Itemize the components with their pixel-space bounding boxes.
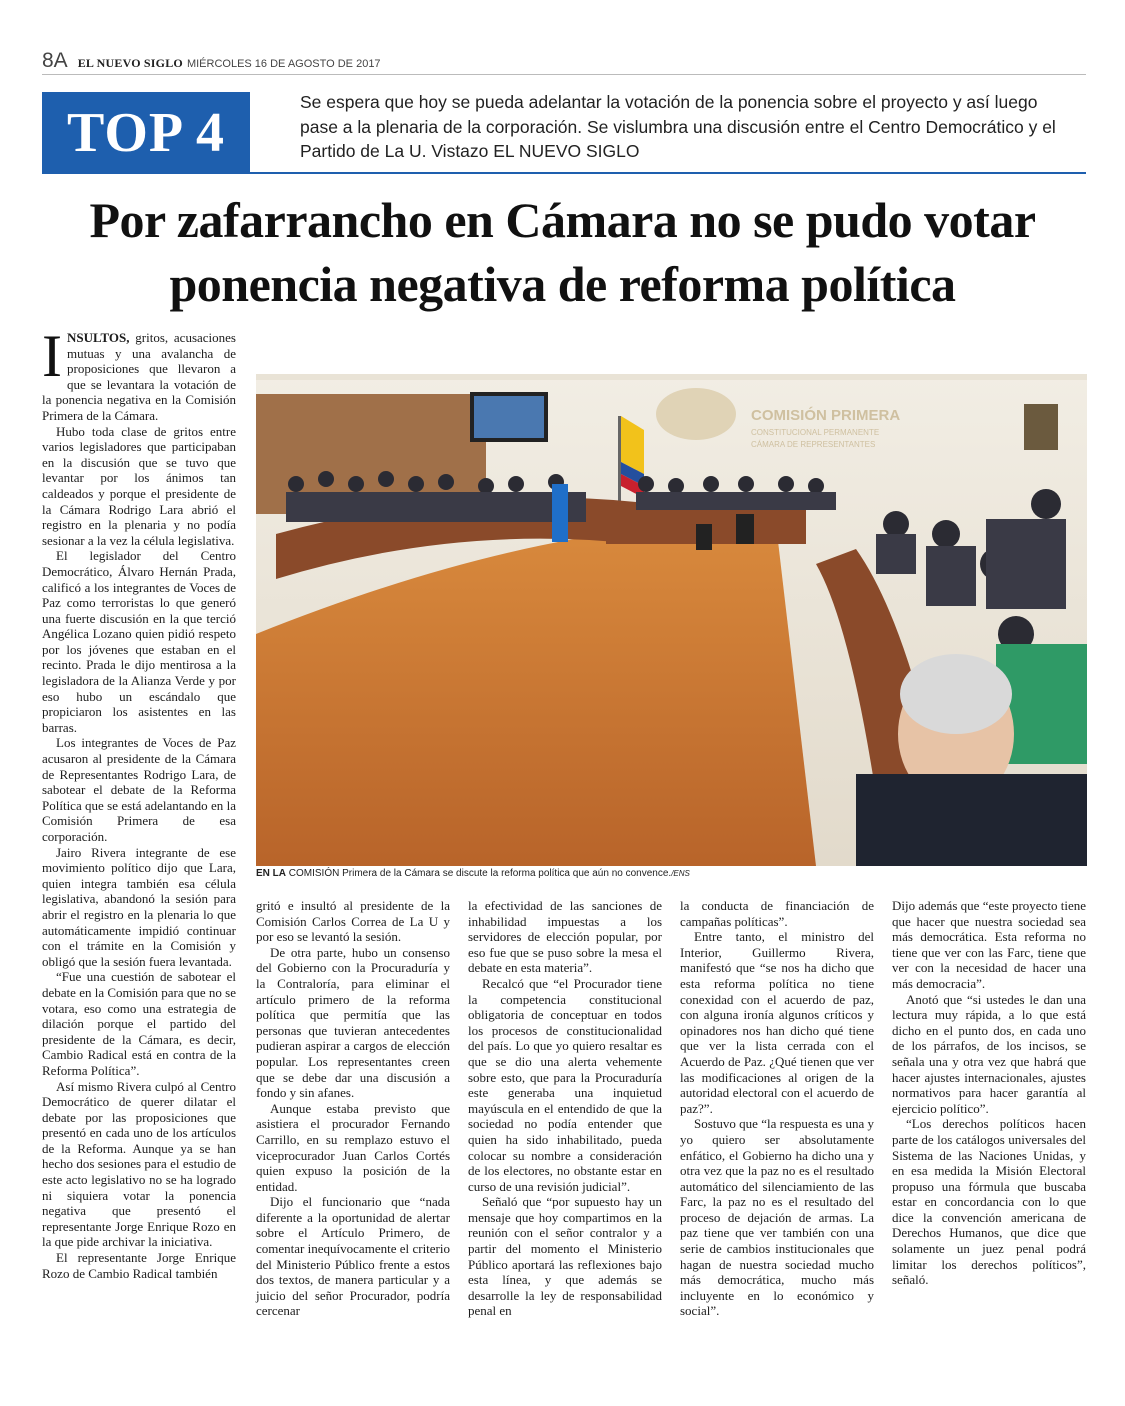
wall-sign-subtitle: CONSTITUCIONAL PERMANENTE bbox=[751, 428, 880, 437]
page-folio bbox=[42, 49, 381, 71]
article-photo bbox=[256, 334, 1087, 866]
paragraph: Dijo además que “este proyecto tiene que hacer que nuestra sociedad sea más democrática. Esta reforma no tiene que ver con las Farc, tiene que ver con la necesidad de hacer una más democracia”. bbox=[892, 898, 1086, 991]
wall-sign-chamber: CÁMARA DE REPRESENTANTES bbox=[751, 440, 876, 449]
paragraph bbox=[42, 323, 236, 424]
article-headline: Por zafarrancho en Cámara no se pudo votar ponencia negativa de reforma política bbox=[89, 192, 1036, 312]
article-column-1 bbox=[42, 323, 236, 1281]
paragraph: Jairo Rivera integrante de ese movimiento político dijo que Lara, quien integra también esa célula legislativa, abandonó la sesión para abrir el registro en la plenaria lo que automáticamente impidió continuar con el trámite en la Comisión y obligó que la sesión fuera levantada. bbox=[42, 844, 236, 969]
paragraph: Recalcó que “el Procurador tiene la competencia constitucional obligatoria de conceptuar en todos los procesos de constitucionalidad del país. Lo que yo quiero resaltar es que se dio una alerta vehemente sobre esto, que para la Procuraduría este generaba una inquietud mayúscula en el entendido de que la sociedad no podía entender que quien ha sido inhabilitado, pueda colocar su nombre a consideración de los electores, no obstante estar en curso de una revisión judicial”. bbox=[468, 975, 662, 1194]
article-column-3 bbox=[468, 898, 662, 1319]
banner-divider bbox=[250, 172, 1086, 174]
paragraph: Sostuvo que “la respuesta es una y yo quiero ser absolutamente enfático, el Gobierno ha dicho una y otra vez que la paz no es el resultado automático del silenciamiento de las Farc, la paz no es el resultado del proceso de dejación de armas. La paz tiene que ver también con una serie de cambios institucionales que hagan de nuestra sociedad mucho más democrática, mucho más incluyente en lo económico y social”. bbox=[680, 1116, 874, 1319]
paragraph: la efectividad de las sanciones de inhabilidad impuestas a los servidores de elección popular, por eso fue que se puso sobre la mesa el debate en esta materia”. bbox=[468, 898, 662, 976]
wall-sign-title: COMISIÓN PRIMERA bbox=[751, 407, 901, 424]
paragraph: Aunque estaba previsto que asistiera el procurador Fernando Carrillo, en su remplazo estuvo el viceprocurador Juan Carlos Cortés quien expuso la posición de la entidad. bbox=[256, 1100, 450, 1194]
paragraph: “Fue una cuestión de sabotear el debate en la Comisión para que no se votara, eso como una estrategia de dilación porque el partido del presidente de la Cámara, es decir, Cambio Radical está en contra de la Reforma Política”. bbox=[42, 969, 236, 1078]
paragraph: El legislador del Centro Democrático, Álvaro Hernán Prada, calificó a los integrantes de Voces de Paz como terroristas lo que generó una fuerte discusión en la que terció Angélica Lozano quien pidió respeto por los jóvenes que estaban en el recinto. Prada le dijo mentirosa a la legisladora de la Alianza Verde y por eso hubo un escándalo que propiciaron los asistentes en las barras. bbox=[42, 548, 236, 735]
lead-word: NSULTOS, bbox=[66, 330, 130, 345]
paragraph-text: gritos, acusaciones mutuas y una avalancha de proposiciones que llevaron a que se levantara la votación de la ponencia negativa en la Comisión Primera de la Cámara. bbox=[42, 330, 236, 423]
photo-caption bbox=[256, 868, 1087, 879]
page-number: 8A bbox=[42, 49, 68, 72]
article-column-4 bbox=[680, 898, 874, 1319]
paragraph: “Los derechos políticos hacen parte de los catálogos universales del Sistema de las Naciones Unidas, y en esa medida la Misión Electoral propuso una fórmula que buscaba estar en concordancia con lo que dice la convención americana de Derechos Humanos, que dice que solamente un juez penal podrá limitar los derechos políticos”, señaló. bbox=[892, 1116, 1086, 1288]
paragraph: El representante Jorge Enrique Rozo de Cambio Radical también bbox=[42, 1250, 236, 1281]
paragraph: Los integrantes de Voces de Paz acusaron al presidente de la Cámara de Representantes Rodrigo Lara, de sabotear el debate de la Reforma Política que se está adelantando en la Comisión Primera de esa corporación. bbox=[42, 735, 236, 844]
paragraph: De otra parte, hubo un consenso del Gobierno con la Procuraduría y la Contraloría, para eliminar el artículo primero de la reforma política que permitía que las personas que tuvieran antecedentes pudieran aspirar a cargos de elección popular. Los representantes creen que se debe dar una discusión a fondo y sin afanes. bbox=[256, 944, 450, 1101]
top-4-label: TOP 4 bbox=[42, 92, 250, 174]
caption-lead: EN LA bbox=[256, 868, 286, 879]
paragraph: Señaló que “por supuesto hay un mensaje que hoy compartimos en la reunión con el señor contralor y a partir del momento el Ministerio Público aportará las reflexiones bajo esta línea, y que además se desarrolle la ley de responsabilidad penal en bbox=[468, 1194, 662, 1319]
drop-cap: I bbox=[42, 323, 62, 389]
newspaper-name: EL NUEVO SIGLO bbox=[77, 56, 183, 70]
caption-text: COMISIÓN Primera de la Cámara se discute la reforma política que aún no convence. bbox=[286, 868, 672, 879]
paragraph: Hubo toda clase de gritos entre varios legisladores que participaban en la discusión que se tuvo que levantar por los ánimos tan caldeados y porque el presidente de la Cámara Rodrigo Lara abrió el registro en la plenaria y no podía sesionar a la vez la célula legislativa. bbox=[42, 423, 236, 548]
photo-credit: /ENS bbox=[671, 869, 690, 878]
paragraph: Anotó que “si ustedes le dan una lectura muy rápida, a lo que está dicho en el punto dos, en cada uno de los párrafos, de los incisos, se señala una y otra vez que habrá que hacer ajustes internacionales, ajustes normativos para hacer garantía al ejercicio político”. bbox=[892, 991, 1086, 1116]
paragraph: Entre tanto, el ministro del Interior, Guillermo Rivera, manifestó que “se nos ha dicho que esta reforma política no tiene conexidad con el acuerdo de paz, con alguna ironía algunos críticos y opinadores nos han dicho qué tiene que ver la lista cerrada con el Acuerdo de Paz. ¿Qué tienen que ver las modificaciones al origen de la autoridad electoral con el acuerdo de paz?”. bbox=[680, 929, 874, 1116]
paragraph: Así mismo Rivera culpó al Centro Democrático de querer dilatar el debate por las proposiciones que presentó en cada uno de los artículos de la Reforma. Aunque ya se han hecho dos sesiones para el estudio de este acto legislativo no se ha logrado ni siquiera votar la ponencia negativa que presentó el representante Jorge Enrique Rozo en la que pide archivar la iniciativa. bbox=[42, 1078, 236, 1250]
publication-date: MIÉRCOLES 16 DE AGOSTO DE 2017 bbox=[186, 58, 381, 70]
paragraph: la conducta de financiación de campañas políticas”. bbox=[680, 898, 874, 929]
paragraph: gritó e insultó al presidente de la Comisión Carlos Correa de La U y por eso se levantó la sesión. bbox=[256, 898, 450, 945]
paragraph: Dijo el funcionario que “nada diferente a la oportunidad de alertar sobre el Artículo Primero, de comentar inequívocamente el criterio del Ministerio Público frente a estos dos textos, de manera particular y a juicio del señor Procurador, podría cercenar bbox=[256, 1194, 450, 1319]
banner-summary: Se espera que hoy se pueda adelantar la votación de la ponencia sobre el proyecto y así luego pase a la plenaria de la corporación. Se vislumbra una discusión entre el Centro Democrático y el Partido de La U. Vistazo EL NUEVO SIGLO bbox=[300, 92, 1056, 161]
article-column-5 bbox=[892, 898, 1086, 1288]
commission-room-photo bbox=[256, 334, 1087, 866]
folio-divider bbox=[42, 74, 1086, 75]
article-column-2 bbox=[256, 898, 450, 1319]
